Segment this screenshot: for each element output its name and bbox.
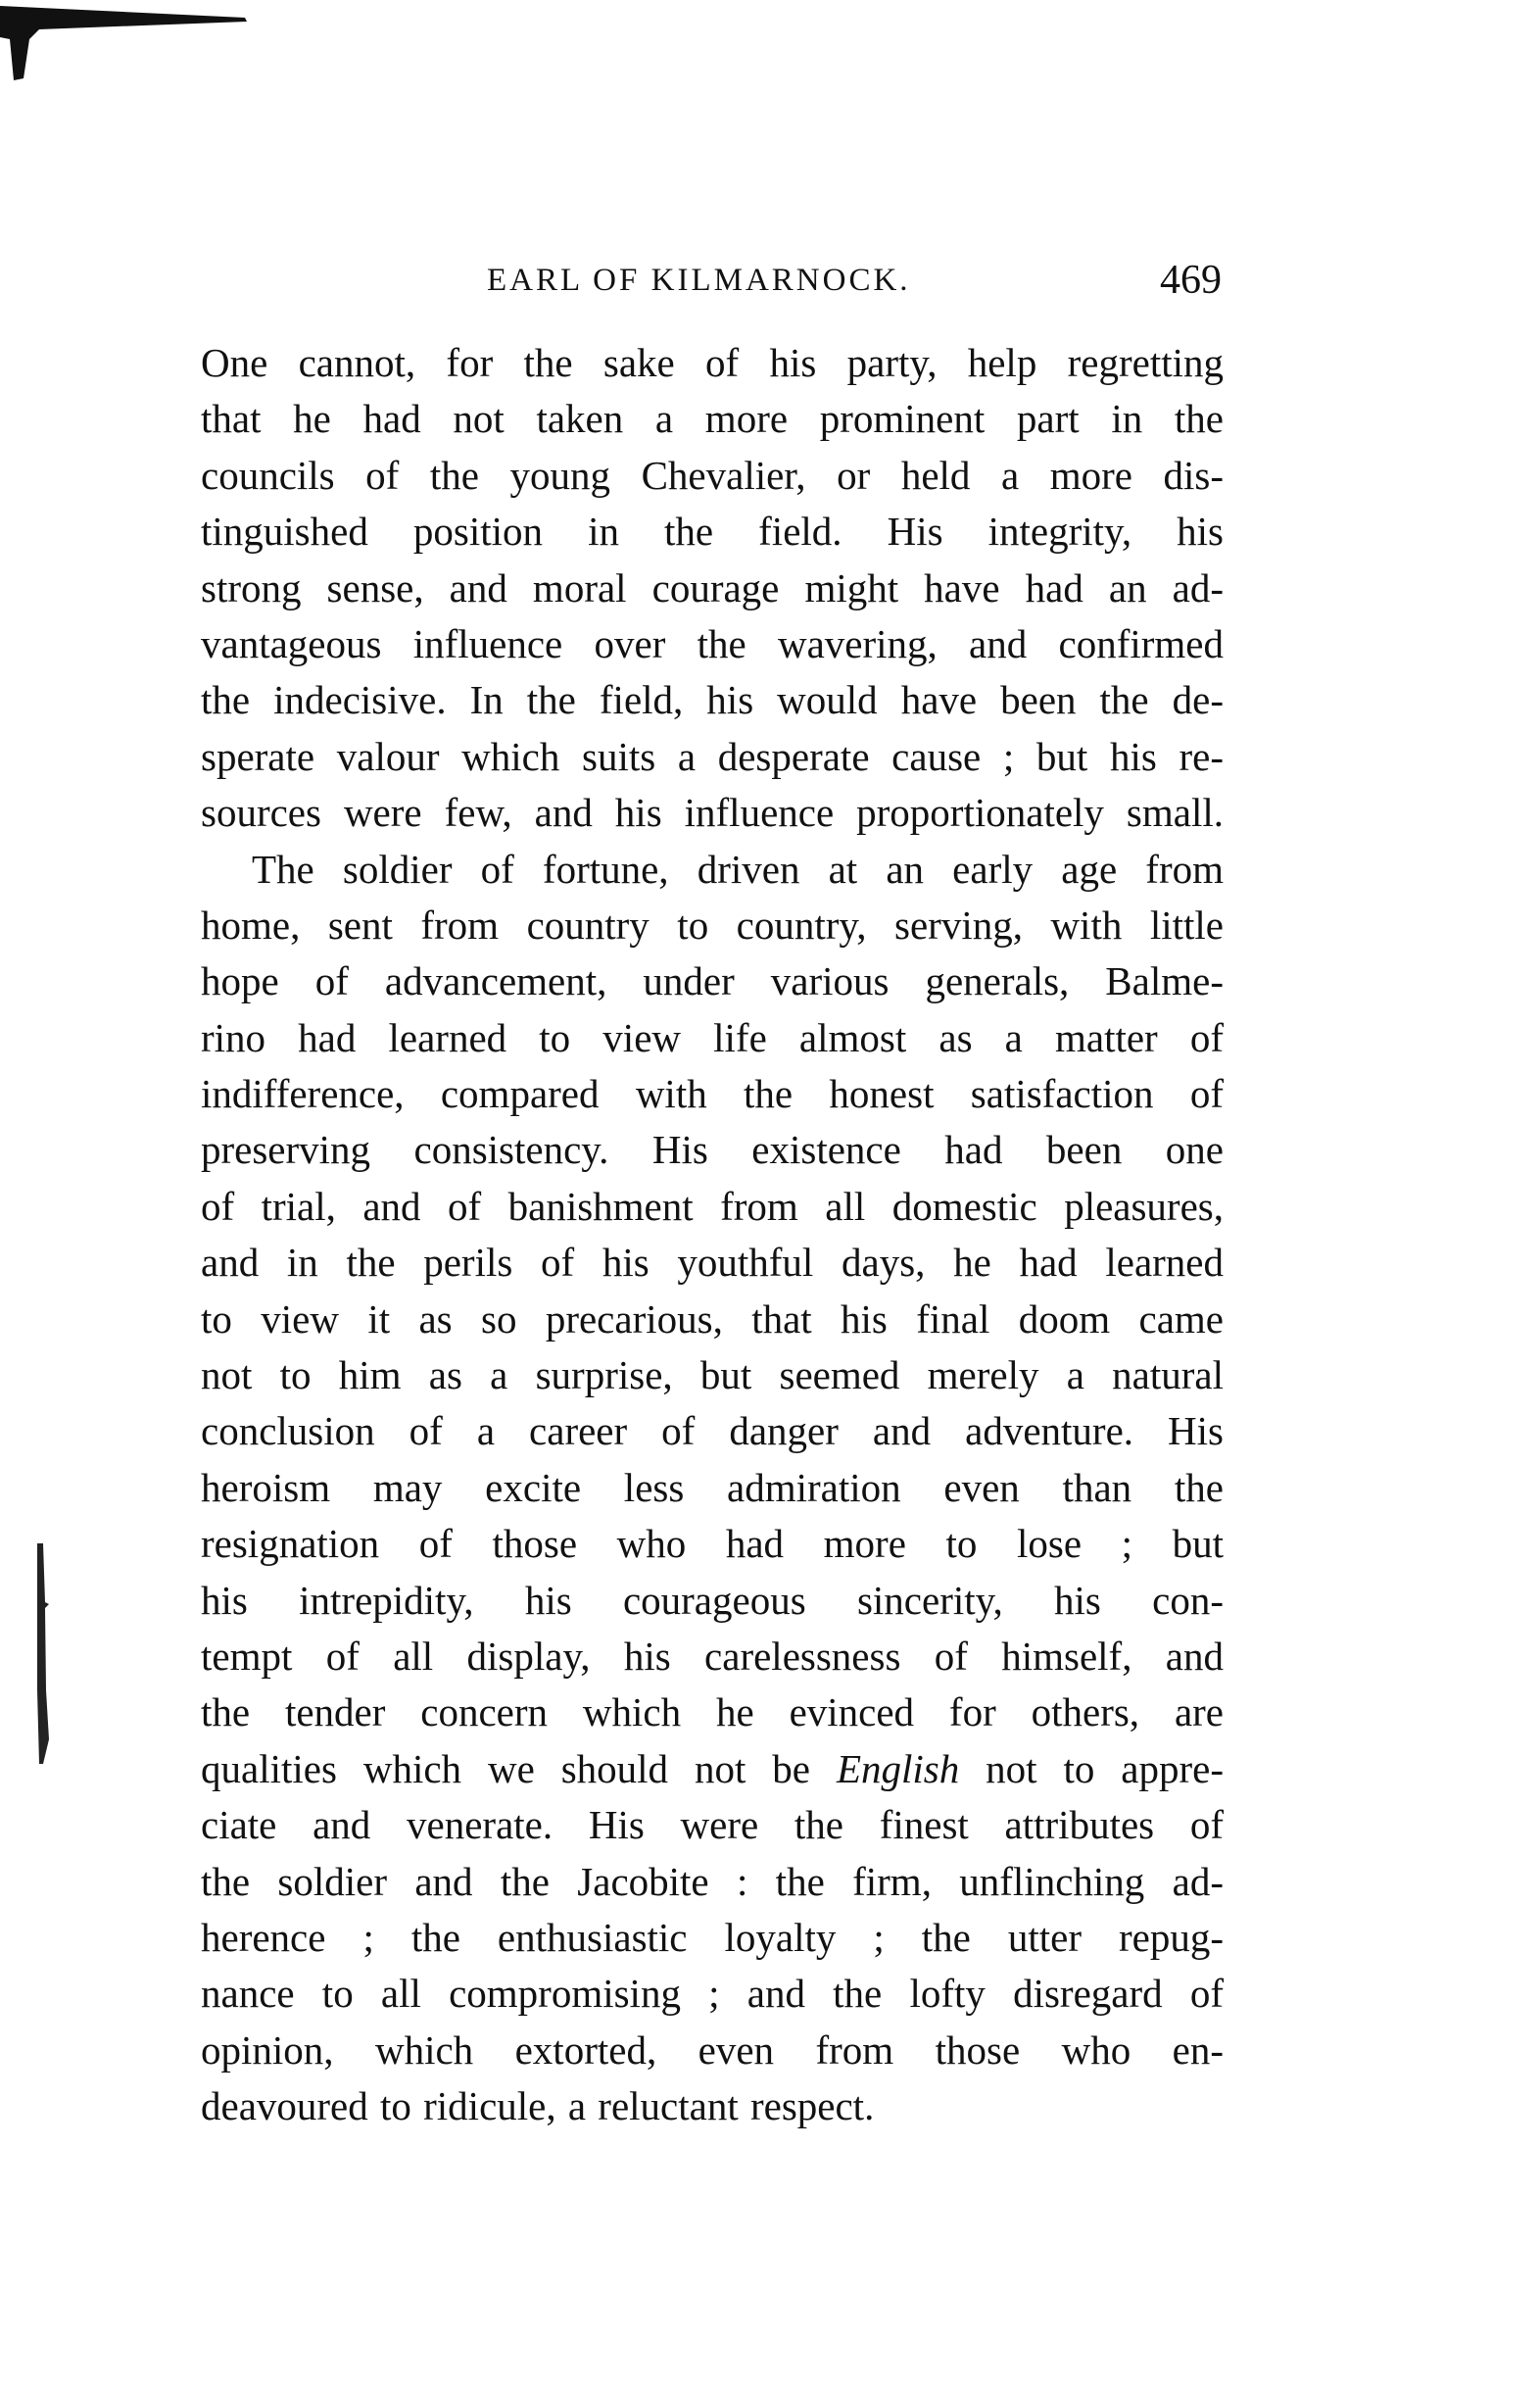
- paragraph: [201, 842, 1224, 2135]
- text-line: preserving consistency. His existence had been one: [201, 1127, 1224, 1173]
- text-line: conclusion of a career of danger and adventure. His: [201, 1408, 1224, 1454]
- page-number: 469: [1160, 258, 1222, 303]
- text-line: indifference, compared with the honest satisfaction of: [201, 1071, 1224, 1117]
- text-line: sperate valour which suits a desperate cause ; but his re-: [201, 733, 1224, 779]
- text-line: sources were few, and his influence proportionately small.: [201, 790, 1224, 836]
- text-line: tempt of all display, his carelessness of himself, and: [201, 1633, 1224, 1679]
- text-line: opinion, which extorted, even from those who en-: [201, 2026, 1224, 2073]
- text-line: the indecisive. In the field, his would have been the de-: [201, 677, 1224, 723]
- text-line: strong sense, and moral courage might have had an ad-: [201, 564, 1224, 610]
- text-line: home, sent from country to country, serving, with little: [201, 902, 1224, 948]
- text-line: vantageous influence over the wavering, and confirmed: [201, 620, 1224, 666]
- running-title: EARL OF KILMARNOCK.: [487, 263, 911, 298]
- text-line: his intrepidity, his courageous sincerity, his con-: [201, 1577, 1224, 1623]
- scan-edge-mark-icon: [0, 0, 255, 88]
- text-line: deavoured to ridicule, a reluctant respect.: [201, 2083, 875, 2129]
- text-line: One cannot, for the sake of his party, help regretting: [201, 340, 1224, 385]
- text-line: of trial, and of banishment from all domestic pleasures,: [201, 1183, 1224, 1229]
- running-header: [203, 253, 1222, 308]
- text-line: to view it as so precarious, that his final doom came: [201, 1295, 1224, 1342]
- text-line: not to him as a surprise, but seemed merely a natural: [201, 1352, 1224, 1398]
- emphasized-word: English: [836, 1745, 960, 1791]
- text-line: nance to all compromising ; and the lofty disregard of: [201, 1971, 1224, 2017]
- text-line: the tender concern which he evinced for others, are: [201, 1689, 1224, 1735]
- text-line: rino had learned to view life almost as a matter of: [201, 1014, 1224, 1060]
- text-line: the soldier and the Jacobite : the firm, unflinching ad-: [201, 1858, 1224, 1904]
- body-text: [201, 335, 1224, 2135]
- text-line: The soldier of fortune, driven at an early age from: [252, 846, 1224, 892]
- text-line: hope of advancement, under various generals, Balme-: [201, 958, 1224, 1004]
- text-line: heroism may excite less admiration even than the: [201, 1464, 1224, 1510]
- text-line: and in the perils of his youthful days, he had learned: [201, 1240, 1224, 1286]
- text-line: councils of the young Chevalier, or held a more dis-: [201, 452, 1224, 498]
- text-line: qualities which we should not be English not to appre-: [201, 1745, 1225, 1791]
- text-line: herence ; the enthusiastic loyalty ; the utter repug-: [201, 1914, 1224, 1960]
- text-line: resignation of those who had more to lose ; but: [201, 1521, 1224, 1567]
- text-line: that he had not taken a more prominent part in the: [201, 396, 1224, 442]
- paragraph: [201, 335, 1224, 842]
- text-line: tinguished position in the field. His integrity, his: [201, 509, 1224, 555]
- text-line: ciate and venerate. His were the finest attributes of: [201, 1802, 1224, 1848]
- margin-scan-artifact-icon: [27, 1543, 57, 1769]
